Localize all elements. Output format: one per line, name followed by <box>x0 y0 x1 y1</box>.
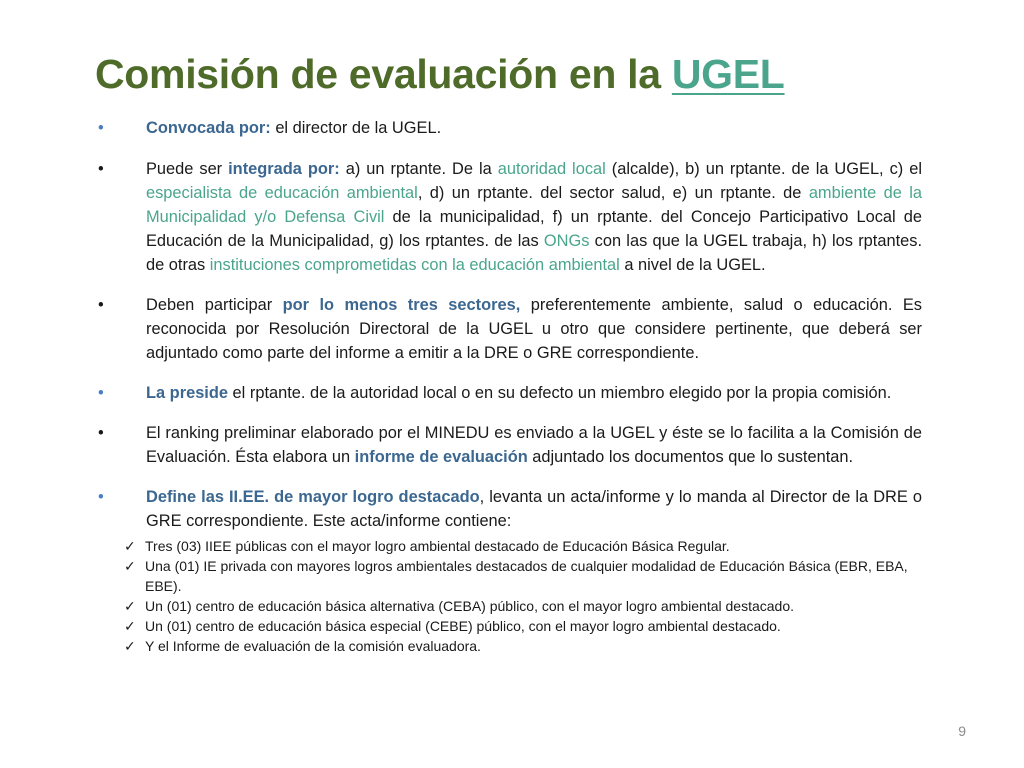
bullet-marker: • <box>98 160 104 178</box>
page-number: 9 <box>958 723 966 739</box>
check-icon: ✓ <box>124 538 136 554</box>
emphasis-text: La preside <box>146 384 228 402</box>
body-text: a) un rptante. De la <box>339 160 498 178</box>
bullet-marker: • <box>98 384 104 402</box>
check-item <box>114 636 922 656</box>
check-icon: ✓ <box>124 618 136 634</box>
emphasis-text: por lo menos tres sectores, <box>282 296 521 314</box>
bullet-ranking <box>98 421 922 469</box>
bullet-marker: • <box>98 488 104 506</box>
check-item <box>114 596 922 616</box>
check-text: Un (01) centro de educación básica alternativa (CEBA) público, con el mayor logro ambiental destacado. <box>145 598 795 614</box>
emphasis-text: Define las II.EE. de mayor logro destacado <box>146 488 480 506</box>
body-text: El ranking preliminar elaborado por el MINEDU es enviado a la UGEL y éste se lo facilita a la Comisión de Evaluación. Ésta elabora un <box>146 424 922 466</box>
body-text: (alcalde), b) un rptante. de la UGEL, c) el <box>605 160 922 178</box>
title-text: Comisión de evaluación en la <box>95 51 672 97</box>
highlight-text: especialista de educación ambiental <box>146 184 418 202</box>
body-text: el director de la UGEL. <box>270 119 442 137</box>
slide-title <box>95 46 785 102</box>
check-item <box>114 616 922 636</box>
check-text: Un (01) centro de educación básica especial (CEBE) público, con el mayor logro ambiental destacado. <box>145 618 781 634</box>
check-icon: ✓ <box>124 598 136 614</box>
check-item <box>114 556 922 596</box>
body-text: el rptante. de la autoridad local o en su defecto un miembro elegido por la propia comisión. <box>228 384 892 402</box>
highlight-text: autoridad local <box>497 160 606 178</box>
bullet-sectores <box>98 293 922 365</box>
bullet-marker: • <box>98 424 104 442</box>
check-text: Tres (03) IIEE públicas con el mayor logro ambiental destacado de Educación Básica Regular. <box>145 538 730 554</box>
check-item <box>114 536 922 556</box>
body-text: Puede ser <box>146 160 229 178</box>
check-icon: ✓ <box>124 558 136 574</box>
bullet-marker: • <box>98 296 104 314</box>
body-text: de la municipalidad, f) un rptante. del Concejo Participativo Local de Educación de la Municipalidad, g) los rptantes. de las <box>146 208 922 250</box>
bullet-integrada <box>98 157 922 277</box>
check-icon: ✓ <box>124 638 136 654</box>
ugel-link[interactable]: UGEL <box>671 51 785 97</box>
body-text: adjuntado los documentos que lo sustentan. <box>527 448 854 466</box>
bullet-marker: • <box>98 119 104 137</box>
highlight-text: instituciones comprometidas con la educación ambiental <box>209 256 620 274</box>
check-text: Una (01) IE privada con mayores logros ambientales destacados de cualquier modalidad de Educación Básica (EBR, EBA, EBE). <box>145 558 908 594</box>
body-text: , levanta un acta/informe y lo manda al Director de la DRE o GRE correspondiente. Este acta/informe contiene: <box>146 488 922 530</box>
emphasis-text: integrada por: <box>228 160 340 178</box>
emphasis-text: Convocada por: <box>146 119 271 137</box>
checklist <box>114 536 922 656</box>
body-text: , d) un rptante. del sector salud, e) un rptante. de <box>417 184 809 202</box>
emphasis-text: informe de evaluación <box>354 448 528 466</box>
body-text: preferentemente ambiente, salud o educación. Es reconocida por Resolución Directoral de la UGEL u otro que considere pertinente, que deberá ser adjuntado como parte del informe a emitir a la DRE o GRE correspondiente. <box>146 296 922 362</box>
body-text: a nivel de la UGEL. <box>619 256 766 274</box>
bullet-convocada <box>98 116 922 140</box>
bullet-preside <box>98 381 922 405</box>
highlight-text: ONGs <box>543 232 590 250</box>
body-text: Deben participar <box>146 296 283 314</box>
check-text: Y el Informe de evaluación de la comisión evaluadora. <box>145 638 481 654</box>
highlight-text: ambiente de la Municipalidad y/o Defensa Civil <box>146 184 922 226</box>
bullet-list <box>98 116 922 656</box>
bullet-define <box>98 485 922 656</box>
body-text: con las que la UGEL trabaja, h) los rptantes. de otras <box>146 232 922 274</box>
